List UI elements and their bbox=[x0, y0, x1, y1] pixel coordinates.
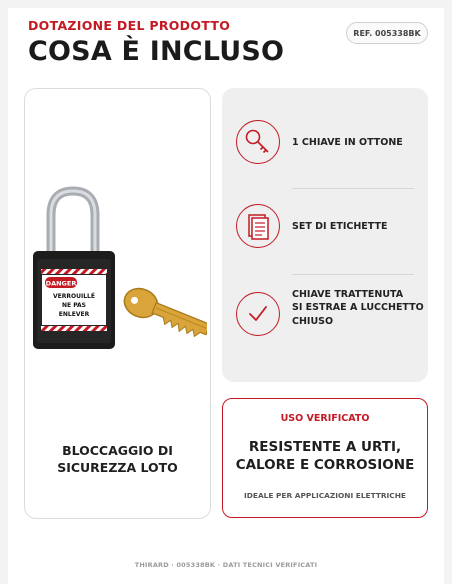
key-icon bbox=[236, 120, 280, 164]
product-label-line-1: BLOCCAGGIO DI bbox=[62, 443, 173, 458]
verified-subtext: IDEALE PER APPLICAZIONI ELETTRICHE bbox=[244, 491, 406, 500]
included-items-panel bbox=[222, 88, 428, 382]
reference-badge: REF. 005338BK bbox=[346, 22, 428, 44]
tag-danger-text: DANGER bbox=[45, 279, 77, 288]
included-item-captive-key bbox=[222, 274, 428, 364]
product-card bbox=[24, 88, 211, 519]
included-item-key bbox=[222, 88, 428, 178]
included-item-label bbox=[292, 288, 437, 328]
page-title: COSA È INCLUSO bbox=[28, 36, 285, 67]
product-label-line-2: SICUREZZA LOTO bbox=[57, 459, 178, 475]
checkmark-icon bbox=[236, 292, 280, 336]
headline-line-1: RESISTENTE A URTI, bbox=[248, 439, 402, 455]
tag-line-1: VERROUILLÉ bbox=[53, 293, 95, 300]
label-line-1: CHIAVE TRATTENUTA bbox=[292, 289, 404, 300]
verified-use-box bbox=[222, 398, 428, 518]
document-icon bbox=[236, 204, 280, 248]
label-line-3: CHIUSO bbox=[292, 315, 334, 327]
product-label bbox=[25, 443, 210, 477]
product-sheet bbox=[8, 8, 444, 584]
verified-tag: USO VERIFICATO bbox=[280, 413, 370, 424]
label-line-2: SI ESTRAE A LUCCHETTO bbox=[292, 302, 424, 314]
included-item-label: SET DI ETICHETTE bbox=[292, 221, 388, 232]
verified-headline bbox=[223, 438, 427, 474]
tag-line-3: ENLEVER bbox=[58, 311, 90, 318]
footer-note: THIRARD · 005338BK · DATI TECNICI VERIFICATI bbox=[134, 561, 318, 569]
padlock-and-key-image bbox=[29, 185, 207, 355]
tag-line-2: NE PAS bbox=[61, 302, 87, 309]
section-eyebrow: DOTAZIONE DEL PRODOTTO bbox=[28, 18, 231, 33]
headline-line-2: CALORE E CORROSIONE bbox=[235, 457, 415, 474]
included-item-label: 1 CHIAVE IN OTTONE bbox=[292, 137, 403, 148]
included-item-labels bbox=[222, 178, 428, 268]
